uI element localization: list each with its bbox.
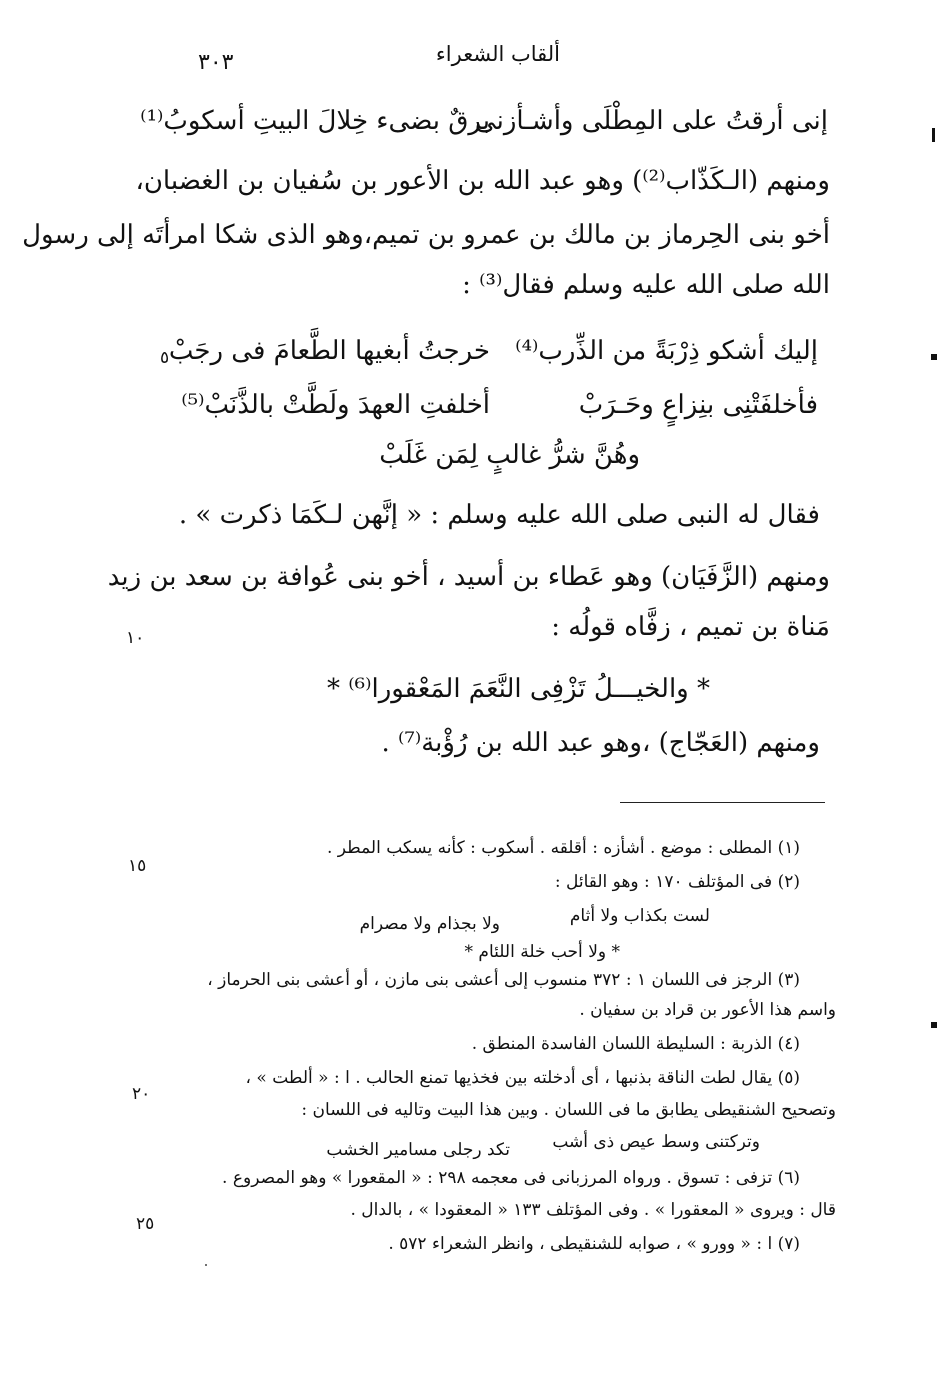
- footnote-6-line-1: (٦) تزفى : تسوق . ورواه المرزبانى فى معجمه ٢٩٨ : « المقعورا » وهو المصروع .: [222, 1168, 800, 1188]
- paragraph-3-line-2: مَناة بن تميم ، زفَّاه قولُه :: [551, 612, 830, 642]
- verse-4: وهُنَّ شرُّ غالبٍ لِمَن غَلَبْ: [379, 440, 640, 470]
- verse-3-second-hemistich: أخلفتِ العهدَ ولَطَّتْ بالذَّنَبْ⁽⁵⁾: [181, 390, 490, 420]
- footnote-5-line-2: وتصحيح الشنقيطى يطابق ما فى اللسان . وبين هذا البيت وتاليه فى اللسان :: [301, 1100, 836, 1120]
- verse-3-first-hemistich: فأخلفَتْنِى بنِزاعٍ وحَـرَبْ: [578, 390, 818, 420]
- footnote-separator: [620, 802, 825, 803]
- paragraph-4: ومنهم (العَجّاج) ،وهو عبد الله بن رُؤْبة⁽⁷⁾ .: [381, 728, 820, 758]
- page-number: ٣٠٣: [198, 50, 234, 75]
- footnote-6-line-2: قال : ويروى « المعقورا » . وفى المؤتلف ١٣٣ « المعقودا » ، بالدال .: [350, 1200, 836, 1220]
- line-number-10: ١٠: [126, 628, 145, 648]
- footnote-7: (٧) ا : « وورو » ، صوابه للشنقيطى ، وانظر الشعراء ٥٧٢ .: [388, 1234, 800, 1254]
- scan-mark: [931, 1022, 937, 1028]
- paragraph-2: فقال له النبى صلى الله عليه وسلم : « إنَّهن لـكَمَا ذكرت » .: [178, 500, 820, 530]
- verse-1-first-hemistich: إنى أرقتُ على المِطْلَى وأشـأزنى: [474, 106, 828, 136]
- line-number-20: ٢٠: [132, 1084, 151, 1104]
- footnote-2-verse-second-line: * ولا أحب خلة اللئام *: [464, 942, 620, 962]
- footnote-4: (٤) الذربة : السليطة اللسان الفاسدة المنطق .: [471, 1034, 800, 1054]
- footnote-3-line-1: (٣) الرجز فى اللسان ١ : ٣٧٢ منسوب إلى أعشى بنى مازن ، أو أعشى بنى الحرماز ،: [207, 970, 800, 990]
- footnote-2-verse-second: ولا بجذام ولا مصرام: [359, 914, 500, 934]
- footnote-1: (١) المطلى : موضع . أشأزه : أقلقه . أسكوب : كأنه يسكب المطر .: [326, 838, 800, 858]
- paragraph-1-line-2: أخو بنى الحِرماز بن مالك بن عمرو بن تميم،وهو الذى شكا امرأتَه إلى رسول: [22, 220, 830, 250]
- footnote-3-line-2: واسم هذا الأعور بن قراد بن سفيان .: [579, 1000, 836, 1020]
- paragraph-1-line-1: ومنهم (الـكَذّاب⁽²⁾) وهو عبد الله بن الأعور بن سُفيان بن الغضبان،: [135, 166, 830, 196]
- footnote-2: (٢) فى المؤتلف ١٧٠ : وهو القائل :: [554, 872, 800, 892]
- scan-mark: [931, 354, 937, 360]
- paragraph-3-line-1: ومنهم (الزَّفَيَان) وهو عَطاء بن أسيد ، أخو بنى عُوافة بن سعد بن زيد: [107, 562, 830, 592]
- scan-mark: [932, 128, 935, 142]
- verse-2-second-hemistich: خرجتُ أبغيها الطَّعامَ فى رجَبْ: [168, 336, 490, 366]
- footnote-5-verse-second: تكد رجلى مسامير الخشب: [326, 1140, 510, 1160]
- footnote-5-line-1: (٥) يقال لطت الناقة بذنبها ، أى أدخلته بين فخذيها تمنع الحالب . ا : « ألطت » ،: [245, 1068, 800, 1088]
- paragraph-1-line-3: الله صلى الله عليه وسلم فقال⁽³⁾ :: [462, 270, 830, 300]
- line-number-25: ٢٥: [136, 1214, 155, 1234]
- footnote-2-verse-first: لست بكذاب ولا أثام: [569, 906, 710, 926]
- line-number-15: ١٥: [128, 856, 147, 876]
- line-number-5: ٥: [160, 348, 170, 368]
- scan-speck: [205, 1264, 207, 1266]
- verse-1-second-hemistich: برقٌ بضىء خِلالَ البيتِ أسكوبُ⁽¹⁾: [140, 106, 490, 136]
- running-header-title: ألقاب الشعراء: [435, 42, 560, 66]
- verse-5: * والخيـــلُ تَزْفِى النَّعَمَ المَعْقورا⁽⁶⁾ *: [326, 674, 710, 704]
- verse-2-first-hemistich: إليك أشكو ذِرْبَةً من الذِّرب⁽⁴⁾: [515, 336, 818, 366]
- footnote-5-verse-first: وتركتنى وسط عيص ذى أشب: [552, 1132, 760, 1152]
